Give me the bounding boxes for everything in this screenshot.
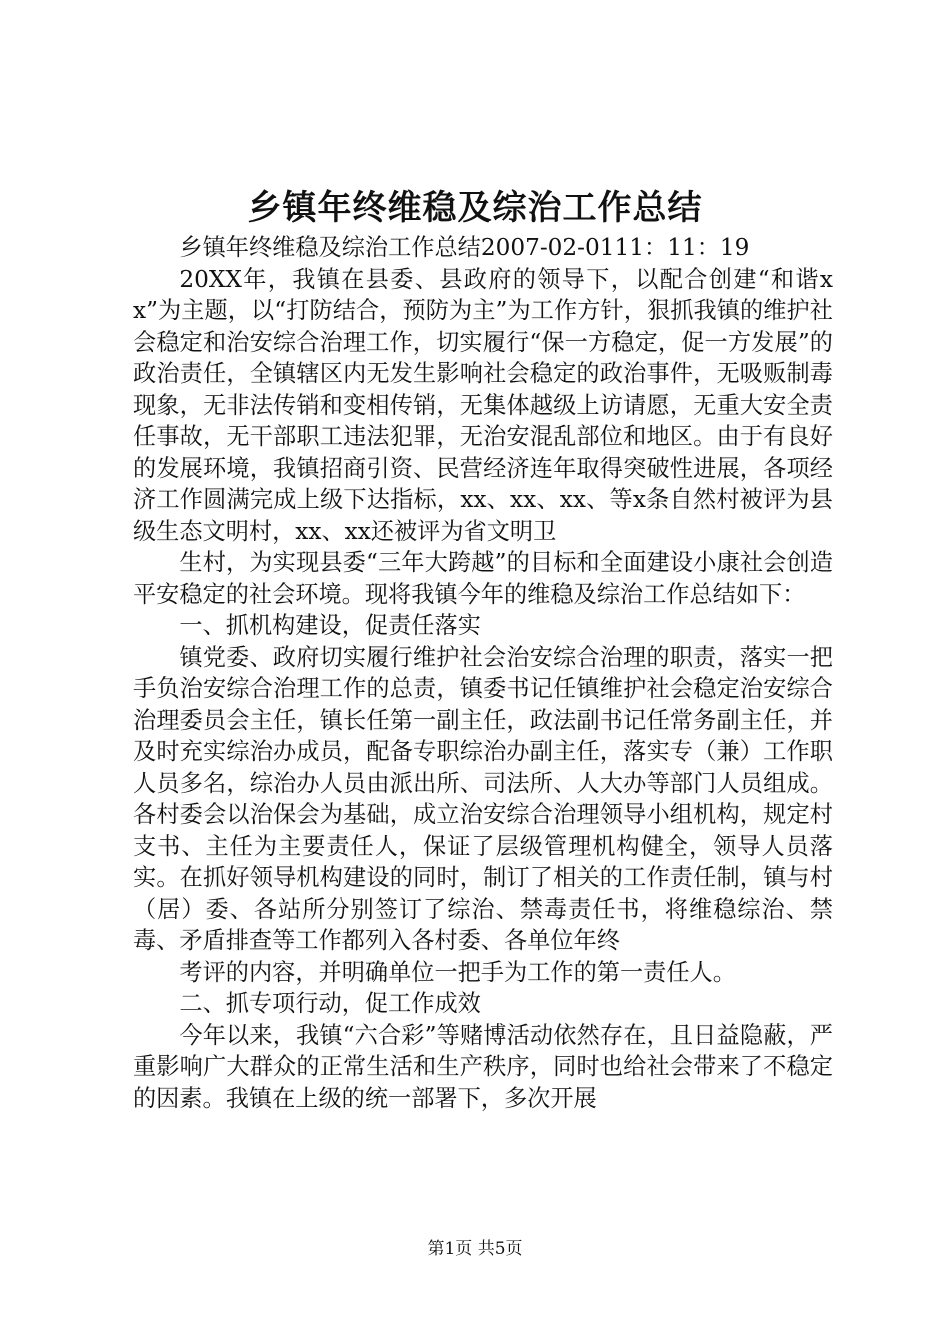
paragraph-section-1: 镇党委、政府切实履行维护社会治安综合治理的职责，落实一把手负治安综合治理工作的总责，镇委书记任镇维护社会稳定治安综合治理委员会主任，镇长任第一副主任，政法副书记任常务副主任，并及时充实综治办成员，配备专职综治办副主任，落实专（兼）工作职人员多名，综治办人员由派出所、司法所、人大办等部门人员组成。各村委会以治保会为基础，成立治安综合治理领导小组机构，规定村支书、主任为主要责任人，保证了层级管理机构健全，领导人员落实。在抓好领导机构建设的同时，制订了相关的工作责任制，镇与村（居）委、各站所分别签订了综治、禁毒责任书，将维稳综治、禁毒、矛盾排查等工作都列入各村委、各单位年终 bbox=[133, 643, 833, 954]
paragraph-intro-continued: 生村，为实现县委“三年大跨越”的目标和全面建设小康社会创造平安稳定的社会环境。现将我镇今年的维稳及综治工作总结如下： bbox=[133, 549, 833, 608]
paragraph-section-2: 今年以来，我镇“六合彩”等赌博活动依然存在，且日益隐蔽，严重影响广大群众的正常生活和生产秩序，同时也给社会带来了不稳定的因素。我镇在上级的统一部署下，多次开展 bbox=[133, 1021, 833, 1112]
document-title: 乡镇年终维稳及综治工作总结 bbox=[247, 188, 703, 228]
paragraph-section-1-continued: 考评的内容，并明确单位一把手为工作的第一责任人。 bbox=[179, 958, 736, 986]
section-heading-1: 一、抓机构建设，促责任落实 bbox=[179, 612, 481, 639]
page-footer: 第1页 共5页 bbox=[427, 1239, 523, 1259]
paragraph-meta-line: 乡镇年终维稳及综治工作总结2007-02-0111：11：19 bbox=[179, 234, 750, 261]
section-heading-2: 二、抓专项行动，促工作成效 bbox=[179, 990, 481, 1017]
paragraph-intro: 20XX年，我镇在县委、县政府的领导下，以配合创建“和谐xx”为主题，以“打防结合，预防为主”为工作方针，狠抓我镇的维护社会稳定和治安综合治理工作，切实履行“保一方稳定，促一方发展”的政治责任，全镇辖区内无发生影响社会稳定的政治事件，无吸贩制毒现象，无非法传销和变相传销，无集体越级上访请愿，无重大安全责任事故，无干部职工违法犯罪，无治安混乱部位和地区。由于有良好的发展环境，我镇招商引资、民营经济连年取得突破性进展，各项经济工作圆满完成上级下达指标，xx、xx、xx、等x条自然村被评为县级生态文明村，xx、xx还被评为省文明卫 bbox=[133, 265, 833, 545]
document-body bbox=[133, 232, 833, 1114]
